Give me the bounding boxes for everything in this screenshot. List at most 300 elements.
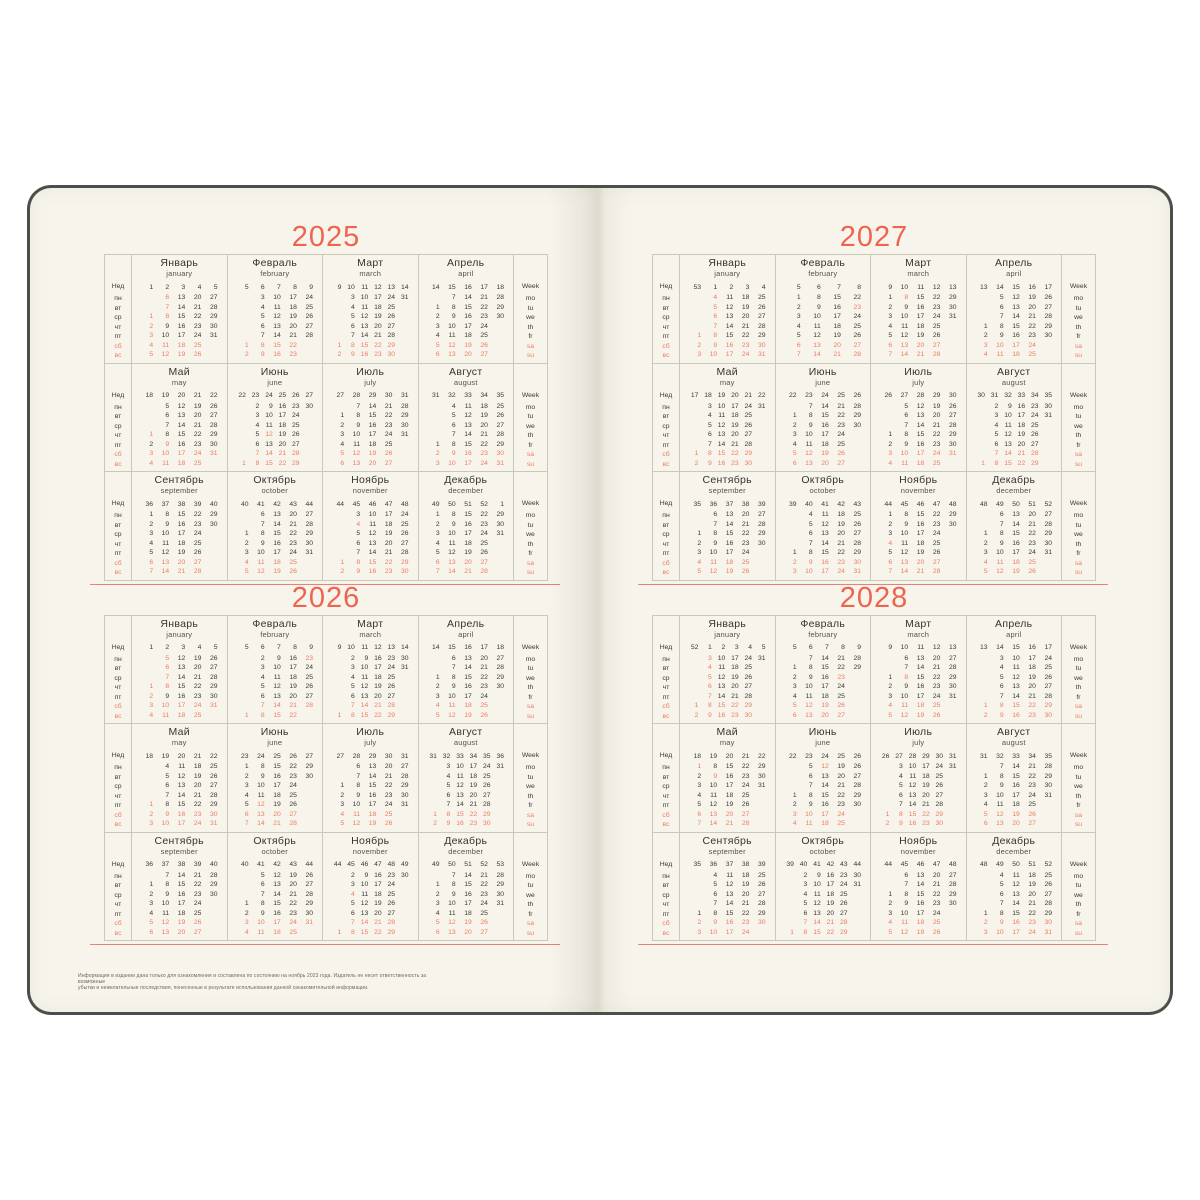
date-row (330, 529, 411, 539)
month-name-ru: Ноябрь (899, 834, 938, 847)
date-cell: 7 (904, 881, 909, 889)
date-row (426, 558, 507, 568)
date-cell: 19 (177, 549, 186, 557)
week-column-label: Week (521, 500, 540, 507)
date-cell: 12 (805, 702, 813, 710)
date-row (426, 682, 507, 692)
date-cell: 13 (273, 881, 281, 889)
date-row (235, 673, 316, 683)
weekday-label: su (526, 712, 535, 720)
date-cell: 1 (149, 431, 154, 439)
date-cell: 11 (162, 459, 170, 467)
week-number: 43 (289, 861, 297, 868)
date-cell: 20 (932, 871, 941, 879)
date-cell: 4 (351, 303, 355, 311)
week-number: 36 (496, 752, 504, 760)
date-cell: 23 (932, 900, 941, 908)
date-cell: 4 (803, 890, 808, 898)
week-number: 11 (361, 283, 369, 291)
date-cell: 21 (837, 654, 845, 662)
month-september (680, 472, 775, 580)
weekday-label: mo (525, 655, 536, 663)
week-numbers-row (330, 391, 411, 401)
date-cell: 11 (901, 702, 909, 710)
month-name-en: march (907, 269, 930, 278)
date-row (139, 762, 220, 772)
date-cell: 26 (837, 702, 845, 710)
weekday-label: mo (1073, 403, 1084, 411)
month-name-en: october (261, 486, 288, 495)
date-cell: 1 (888, 431, 893, 439)
date-cell: 2 (983, 919, 988, 927)
date-cell: 20 (177, 558, 186, 566)
date-cell: 14 (908, 801, 917, 809)
week-numbers-row (974, 499, 1055, 509)
week-number: 20 (731, 392, 739, 399)
month-grid (967, 498, 1062, 580)
date-cell: 23 (741, 539, 750, 547)
date-cell: 18 (289, 673, 297, 681)
date-cell: 26 (209, 654, 218, 662)
date-cell: 25 (1031, 421, 1039, 429)
weekday-label: th (527, 540, 534, 548)
year-underline (90, 944, 560, 945)
month-may (680, 364, 775, 472)
date-cell: 3 (435, 322, 440, 330)
date-cell: 28 (757, 520, 766, 528)
date-cell: 10 (900, 909, 909, 917)
date-cell: 5 (888, 711, 893, 719)
date-cell: 12 (352, 820, 361, 828)
date-cell: 5 (888, 332, 893, 340)
date-cell: 2 (435, 890, 440, 898)
week-number: 41 (257, 500, 265, 508)
date-row (974, 350, 1055, 360)
date-cell: 8 (808, 664, 813, 672)
date-row (426, 781, 507, 791)
date-cell: 29 (757, 530, 766, 538)
date-cell: 20 (193, 294, 202, 302)
week-numbers-row (426, 751, 507, 761)
date-cell: 3 (888, 313, 893, 321)
date-cell: 30 (496, 520, 504, 528)
date-cell: 2 (149, 890, 154, 898)
date-cell: 20 (932, 654, 941, 662)
date-cell: 27 (289, 810, 297, 818)
date-cell: 21 (273, 820, 281, 828)
date-cell: 2 (351, 871, 355, 879)
date-row (687, 701, 768, 711)
weekday-label: вс (662, 821, 670, 828)
date-cell: 1 (983, 702, 988, 710)
date-cell: 30 (496, 683, 504, 691)
month-grid (132, 859, 227, 941)
date-cell: 16 (833, 303, 841, 311)
date-row (687, 449, 768, 459)
date-cell: 23 (741, 341, 750, 349)
date-cell: 12 (709, 801, 718, 809)
month-name-en: november (900, 486, 936, 495)
date-cell: 18 (273, 928, 281, 936)
date-cell: 24 (741, 782, 750, 790)
date-cell: 19 (731, 421, 739, 429)
date-row (687, 411, 768, 421)
week-number: 29 (932, 392, 941, 399)
date-row (878, 819, 959, 829)
date-cell: 23 (193, 520, 202, 528)
date-cell: 14 (725, 322, 734, 330)
week-number: 46 (360, 861, 369, 868)
disclaimer-text (78, 974, 448, 991)
week-number: 26 (881, 752, 890, 760)
date-row (783, 440, 864, 450)
date-cell: 22 (289, 530, 297, 538)
weekday-label: вс (114, 460, 122, 468)
week-number: 26 (853, 392, 861, 399)
date-cell: 4 (708, 412, 712, 420)
date-cell: 2 (885, 820, 890, 828)
month-june (227, 724, 323, 832)
month-grid (680, 390, 775, 472)
date-cell: 18 (278, 421, 287, 429)
date-cell: 1 (792, 664, 797, 672)
date-row (878, 510, 959, 520)
date-cell: 20 (289, 692, 297, 700)
date-cell: 3 (803, 881, 808, 889)
date-cell: 4 (340, 440, 345, 448)
date-cell: 6 (165, 664, 170, 672)
date-cell: 19 (469, 782, 478, 790)
date-cell: 19 (731, 673, 739, 681)
weekday-label: пт (662, 333, 670, 340)
date-cell: 27 (757, 511, 766, 519)
date-cell: 15 (273, 711, 281, 719)
date-cell: 14 (464, 431, 472, 439)
date-cell: 17 (289, 294, 297, 302)
date-cell: 8 (999, 702, 1004, 710)
month-name-en: november (352, 846, 388, 856)
date-cell: 16 (717, 711, 726, 719)
date-cell: 28 (400, 772, 409, 780)
week-number: 43 (840, 861, 848, 868)
date-cell: 7 (165, 791, 170, 799)
date-cell: 28 (932, 351, 941, 359)
date-row (974, 711, 1055, 721)
week-number: 5 (213, 283, 218, 291)
month-header (419, 616, 514, 642)
date-cell: 13 (805, 459, 813, 467)
date-cell: 11 (1012, 664, 1020, 672)
date-cell: 10 (161, 820, 170, 828)
date-row (139, 303, 220, 313)
week-number: 35 (693, 500, 702, 508)
date-cell: 5 (351, 900, 355, 908)
date-cell: 16 (725, 539, 734, 547)
date-row (139, 539, 220, 549)
date-cell: 31 (757, 351, 766, 359)
date-row (783, 654, 864, 664)
date-cell: 13 (821, 772, 829, 780)
weekday-label: ср (114, 674, 122, 682)
date-cell: 6 (999, 511, 1004, 519)
date-cell: 4 (435, 332, 440, 340)
date-cell: 2 (888, 900, 893, 908)
date-cell: 13 (368, 763, 377, 771)
date-cell: 24 (384, 801, 393, 809)
date-cell: 11 (448, 332, 456, 340)
date-cell: 3 (260, 294, 265, 302)
weekday-label: we (526, 314, 535, 321)
weekday-label: th (1075, 901, 1082, 908)
weekday-label: чт (662, 323, 670, 331)
date-cell: 7 (796, 351, 801, 359)
date-cell: 31 (1044, 791, 1052, 799)
date-cell: 14 (360, 332, 369, 340)
date-cell: 7 (351, 332, 355, 340)
week-column-label: Week (521, 860, 540, 868)
week-number: 5 (761, 644, 766, 651)
date-cell: 22 (480, 511, 488, 519)
date-cell: 21 (916, 351, 925, 359)
date-cell: 25 (193, 459, 202, 467)
date-row (139, 558, 220, 568)
weekday-label: пт (662, 693, 670, 701)
date-cell: 5 (713, 881, 718, 889)
date-cell: 6 (351, 322, 355, 330)
date-cell: 27 (1028, 820, 1036, 828)
date-cell: 29 (948, 294, 957, 302)
date-cell: 8 (713, 332, 718, 340)
date-cell: 18 (374, 890, 382, 898)
date-cell: 3 (244, 549, 249, 557)
date-row (783, 430, 864, 440)
date-cell: 1 (981, 459, 985, 467)
week-column-label: Нед (111, 860, 125, 868)
week-number: 28 (352, 392, 361, 399)
date-cell: 24 (741, 928, 750, 936)
date-cell: 4 (983, 801, 988, 809)
week-number: 7 (825, 644, 829, 651)
date-cell: 1 (242, 459, 246, 467)
date-row (878, 312, 959, 322)
year-block-2025 (104, 221, 548, 585)
date-cell: 19 (374, 900, 382, 908)
week-numbers-row (878, 860, 959, 870)
date-cell: 25 (480, 702, 488, 710)
week-number: 4 (748, 644, 753, 651)
month-name-en: september (708, 846, 746, 856)
date-cell: 15 (177, 881, 186, 889)
date-cell: 26 (289, 568, 297, 576)
date-cell: 27 (209, 412, 218, 420)
date-row (235, 322, 316, 332)
date-cell: 3 (888, 530, 893, 538)
date-cell: 17 (916, 313, 925, 321)
date-row (687, 918, 768, 928)
date-cell: 15 (265, 459, 273, 467)
date-cell: 10 (257, 549, 265, 557)
date-cell: 19 (1017, 431, 1026, 439)
date-cell: 8 (255, 459, 260, 467)
date-cell: 25 (292, 421, 300, 429)
date-cell: 5 (435, 549, 440, 557)
week-number: 28 (352, 752, 361, 760)
date-cell: 23 (193, 322, 202, 330)
week-number: 3 (181, 644, 186, 651)
month-september (132, 472, 227, 580)
date-cell: 20 (469, 791, 478, 799)
week-number: 9 (309, 283, 313, 291)
date-cell: 7 (351, 919, 355, 927)
week-number: 8 (857, 283, 861, 291)
season-row (104, 615, 548, 725)
date-cell: 31 (853, 568, 861, 576)
date-cell: 8 (904, 431, 909, 439)
date-cell: 18 (177, 459, 186, 467)
date-cell: 13 (1012, 511, 1020, 519)
month-grid (323, 390, 418, 472)
date-cell: 13 (813, 909, 821, 917)
date-row (139, 322, 220, 332)
weekday-label: tu (1075, 413, 1082, 420)
date-cell: 15 (273, 763, 281, 771)
date-cell: 18 (1012, 801, 1020, 809)
week-number: 17 (480, 644, 488, 651)
week-number: 30 (935, 752, 944, 760)
date-cell: 16 (273, 351, 281, 359)
date-row (783, 781, 864, 791)
date-cell: 22 (837, 549, 845, 557)
date-cell: 13 (725, 313, 734, 321)
week-numbers-row (330, 860, 411, 870)
date-cell: 9 (451, 890, 456, 898)
weekday-label: вс (662, 569, 670, 576)
week-number: 13 (948, 283, 957, 291)
weekday-column-ru (653, 472, 680, 580)
date-cell: 10 (1004, 412, 1012, 420)
week-number: 17 (690, 392, 699, 399)
date-row (426, 673, 507, 683)
date-cell: 18 (469, 772, 478, 780)
date-cell: 23 (193, 692, 202, 700)
date-cell: 5 (792, 702, 797, 710)
date-cell: 4 (435, 539, 440, 547)
weekday-column-en (1061, 724, 1095, 832)
date-cell: 18 (177, 909, 186, 917)
date-cell: 20 (821, 459, 829, 467)
date-row (139, 772, 220, 782)
date-cell: 19 (177, 919, 186, 927)
date-cell: 26 (837, 450, 845, 458)
date-cell: 10 (709, 549, 718, 557)
date-cell: 21 (932, 421, 941, 429)
date-cell: 11 (162, 711, 170, 719)
week-number: 49 (432, 500, 440, 508)
week-number: 35 (483, 752, 491, 760)
date-cell: 21 (193, 303, 202, 311)
date-cell: 20 (837, 530, 845, 538)
date-cell: 1 (792, 791, 797, 799)
week-number: 10 (347, 283, 355, 291)
date-cell: 20 (1028, 683, 1036, 691)
week-number: 4 (761, 283, 766, 291)
weekday-label: we (1074, 891, 1083, 899)
week-number: 17 (1044, 644, 1052, 651)
date-cell: 20 (916, 558, 925, 566)
weekday-label: fr (1076, 802, 1081, 809)
weekday-label: вс (114, 569, 122, 576)
weekday-column-en (513, 833, 547, 941)
weekday-column-en (513, 472, 547, 580)
weekday-label: вс (662, 460, 670, 468)
month-name-en: march (359, 629, 382, 639)
date-cell: 5 (149, 351, 154, 359)
date-cell: 24 (289, 549, 297, 557)
date-cell: 9 (364, 871, 369, 879)
date-cell: 11 (821, 511, 829, 519)
date-row (974, 548, 1055, 558)
date-cell: 1 (697, 530, 702, 538)
date-cell: 18 (916, 459, 925, 467)
date-row (783, 449, 864, 459)
week-number: 45 (900, 861, 909, 868)
week-column-label: Нед (111, 643, 125, 651)
date-cell: 27 (840, 909, 848, 917)
date-cell: 1 (435, 881, 440, 889)
date-cell: 30 (209, 810, 218, 818)
date-cell: 16 (360, 351, 369, 359)
month-grid (419, 281, 514, 363)
date-cell: 14 (821, 654, 829, 662)
date-cell: 22 (193, 313, 202, 321)
date-cell: 12 (1004, 431, 1012, 439)
weekday-label: fr (1076, 550, 1081, 557)
date-cell: 19 (368, 450, 377, 458)
date-row (330, 341, 411, 351)
date-cell: 4 (999, 871, 1004, 879)
date-cell: 12 (257, 568, 265, 576)
date-cell: 28 (744, 440, 753, 448)
date-cell: 13 (265, 440, 273, 448)
week-numbers-row (330, 643, 411, 653)
weekday-label: su (1074, 929, 1083, 937)
date-cell: 31 (948, 313, 957, 321)
month-header (419, 255, 514, 281)
date-cell: 9 (999, 782, 1004, 790)
date-cell: 24 (935, 763, 944, 771)
date-cell: 27 (837, 711, 845, 719)
weekday-label: вс (114, 712, 122, 720)
date-cell: 27 (932, 558, 941, 566)
date-row (235, 654, 316, 664)
date-cell: 13 (709, 810, 718, 818)
date-cell: 22 (289, 341, 297, 349)
date-cell: 11 (1004, 421, 1012, 429)
date-cell: 3 (792, 431, 797, 439)
weekday-label: sa (526, 811, 535, 819)
date-cell: 31 (496, 900, 504, 908)
week-number: 43 (289, 500, 297, 508)
date-cell: 7 (899, 801, 903, 809)
month-grid (967, 859, 1062, 941)
weekday-label: sa (1074, 703, 1083, 710)
date-cell: 1 (796, 294, 801, 302)
week-number: 44 (305, 861, 313, 868)
date-row (687, 781, 768, 791)
date-row (687, 800, 768, 810)
week-column-label: Week (1069, 500, 1088, 507)
month-name-ru: Апрель (447, 617, 485, 630)
